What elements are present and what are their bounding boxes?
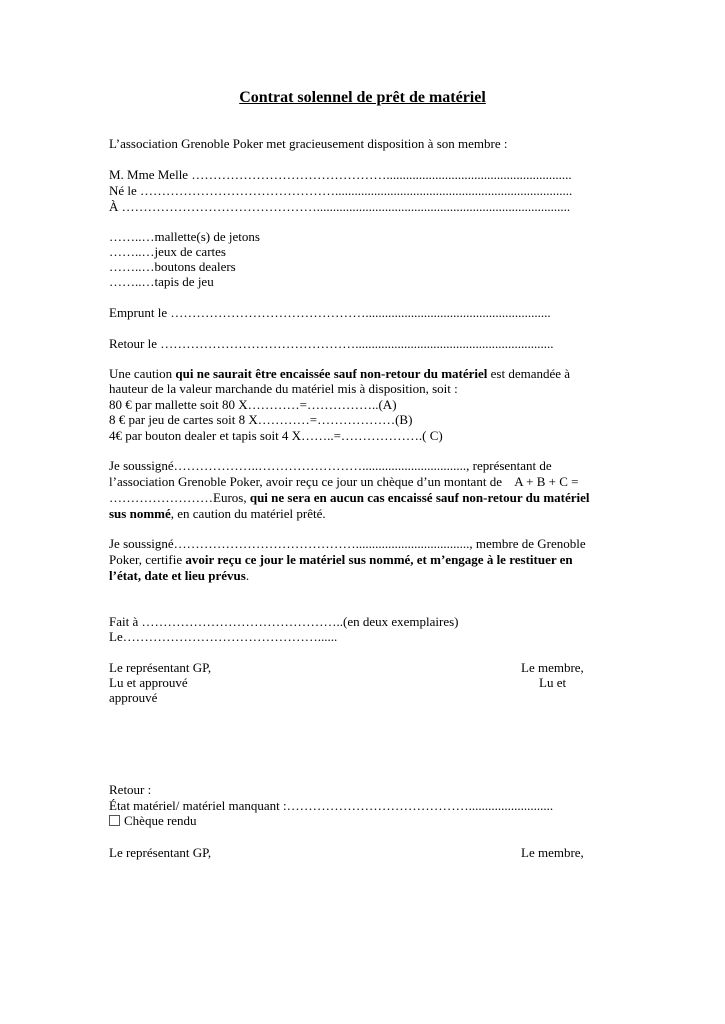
intro-text: L’association Grenoble Poker met gracieusement disposition à son membre :	[109, 136, 508, 151]
item-chip-cases: ……..…mallette(s) de jetons	[109, 229, 260, 244]
caution-text-bold: qui ne saurait être encaissée sauf non-retour du matériel	[175, 366, 488, 381]
return-date-line: Retour le ……………………………………….............................................................	[109, 336, 554, 351]
rep-paragraph-line-2: l’association Grenoble Poker, avoir reçu ce jour un chèque d’un montant de A + B + C =	[109, 474, 579, 489]
caution-buttons-line: 4€ par bouton dealer et tapis soit 4 X……..=……………….( C)	[109, 428, 443, 443]
rep-approved-label: approuvé	[109, 690, 158, 705]
caution-cards-line: 8 € par jeu de cartes soit 8 X…………=………………(B)	[109, 412, 413, 427]
rep-signature-label: Le représentant GP,	[109, 660, 212, 675]
caution-case-line: 80 € par mallette soit 80 X…………=……………..(A)	[109, 397, 397, 412]
member-read-label: Lu et	[539, 675, 567, 690]
rep-paragraph-line-4	[109, 506, 326, 521]
rep-paragraph-line-3	[109, 490, 590, 505]
check-returned-label: Chèque rendu	[124, 813, 197, 828]
item-card-decks: ……..…jeux de cartes	[109, 244, 226, 259]
caution-text-a: Une caution	[109, 366, 176, 381]
member-certify-text: Poker, certifie	[109, 552, 186, 567]
rep-paragraph-line-1: Je soussigné………………..……………………................................, représentant de	[109, 458, 552, 473]
checkbox-icon[interactable]	[109, 815, 120, 826]
caution-line-2: hauteur de la valeur marchande du matériel mis à disposition, soit :	[109, 381, 458, 396]
done-at-line: Fait à ………………………………………..(en deux exemplaires)	[109, 614, 459, 629]
document-title: Contrat solennel de prêt de matériel	[239, 89, 486, 106]
return-member-signature-label: Le membre,	[521, 845, 584, 860]
member-paragraph-line-2	[109, 552, 573, 567]
loan-date-line: Emprunt le ……………………………………….........................................................	[109, 305, 551, 320]
item-game-mats: ……..…tapis de jeu	[109, 274, 214, 289]
rep-sus-nomme-bold: sus nommé	[109, 506, 171, 521]
member-paragraph-line-1: Je soussigné……………………………………..................................., membre de Grenoble	[109, 536, 586, 551]
member-state-bold: l’état, date et lieu prévus	[109, 568, 246, 583]
done-on-line: Le………………………………………......	[109, 629, 338, 644]
name-line: M. Mme Melle ……………………………………….........................................................	[109, 167, 572, 182]
member-period: .	[245, 568, 250, 583]
return-section-label: Retour :	[109, 782, 152, 797]
caution-line-1	[109, 366, 570, 381]
caution-text-c: est demandée à	[487, 366, 571, 381]
item-dealer-buttons: ……..…boutons dealers	[109, 259, 236, 274]
return-rep-signature-label: Le représentant GP,	[109, 845, 212, 860]
rep-read-label: Lu et approuvé	[109, 675, 188, 690]
birth-line: Né le ……………………………………….........................................................................	[109, 183, 573, 198]
rep-amount-text: ……………………Euros,	[109, 490, 250, 505]
check-returned-line	[109, 813, 197, 828]
member-signature-label: Le membre,	[521, 660, 584, 675]
rep-caution-text: , en caution du matériel prêté.	[170, 506, 326, 521]
rep-condition-bold: qui ne sera en aucun cas encaissé sauf non-retour du matériel	[249, 490, 590, 505]
return-state-line: État matériel/ matériel manquant :……………………………………..........................	[109, 798, 554, 813]
member-commitment-bold: avoir reçu ce jour le matériel sus nommé, et m’engage à le restituer en	[185, 552, 573, 567]
member-paragraph-line-3	[109, 568, 249, 583]
place-line: À ………………………………………..............................................................................	[109, 199, 571, 214]
